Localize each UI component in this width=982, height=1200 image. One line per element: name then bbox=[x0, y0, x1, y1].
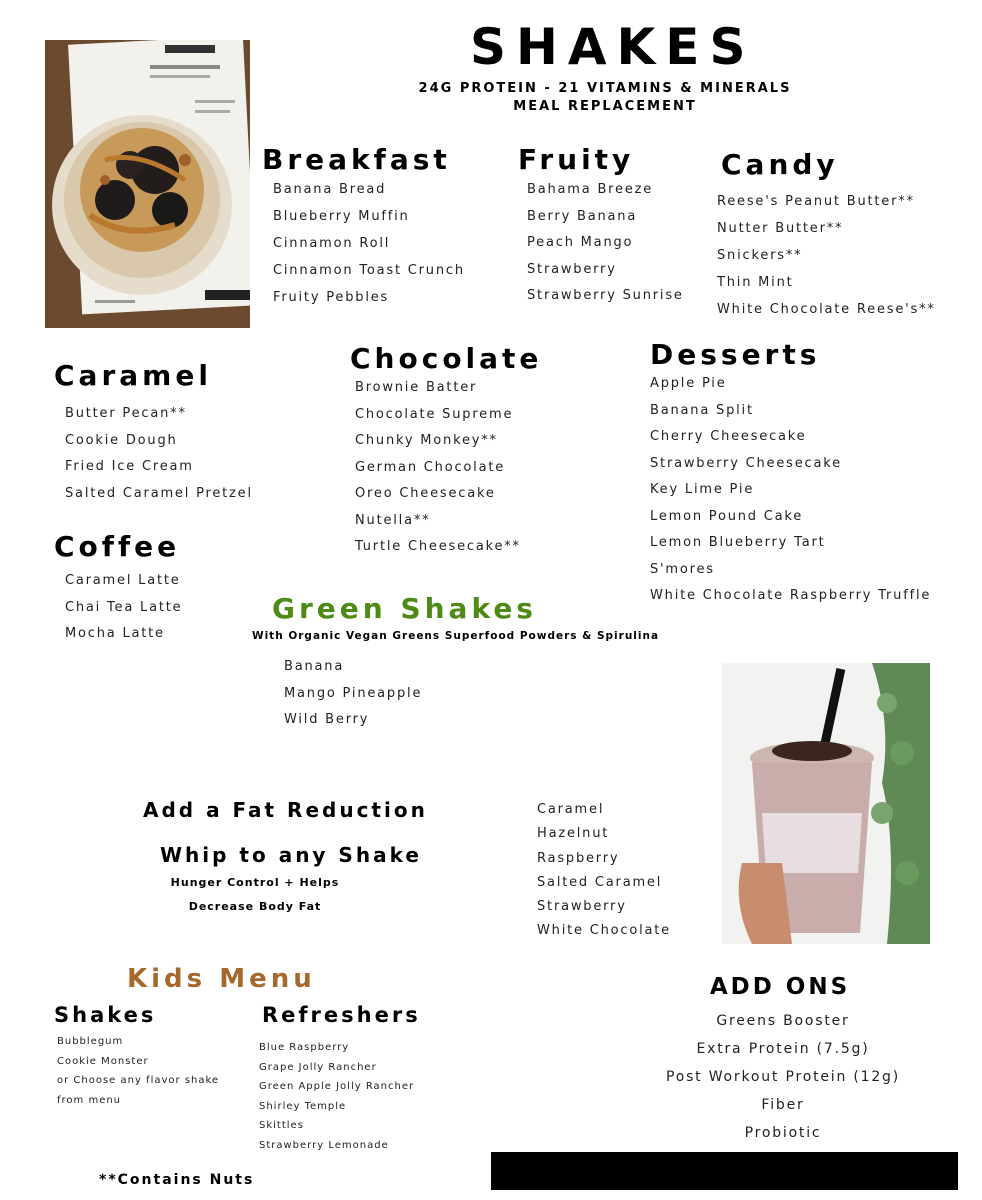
list-item: German Chocolate bbox=[355, 459, 506, 475]
list-item: Fiber bbox=[761, 1097, 805, 1113]
kids-refreshers-list bbox=[259, 1040, 414, 1158]
list-item: Banana Bread bbox=[273, 182, 387, 197]
list-item: Peach Mango bbox=[527, 235, 634, 250]
candy-heading: Candy bbox=[721, 148, 839, 181]
list-item: White Chocolate Raspberry Truffle bbox=[650, 588, 932, 603]
caramel-heading: Caramel bbox=[54, 359, 212, 392]
list-item: Banana Split bbox=[650, 402, 754, 418]
desserts-heading: Desserts bbox=[650, 338, 821, 371]
list-item: Fruity Pebbles bbox=[273, 290, 390, 305]
page-title: SHAKES bbox=[470, 18, 756, 76]
fat-whip-heading-line2: Whip to any Shake bbox=[160, 843, 422, 867]
green-shakes-subtitle: With Organic Vegan Greens Superfood Powders & Spirulina bbox=[252, 630, 660, 642]
kids-menu-heading: Kids Menu bbox=[127, 964, 316, 994]
list-item: Cookie Dough bbox=[65, 432, 178, 448]
list-item: Key Lime Pie bbox=[650, 482, 755, 497]
list-item: Mango Pineapple bbox=[284, 685, 423, 701]
list-item: Grape Jolly Rancher bbox=[259, 1061, 377, 1073]
list-item: Thin Mint bbox=[717, 275, 794, 290]
list-item: Blueberry Muffin bbox=[273, 209, 410, 224]
list-item: Snickers** bbox=[717, 248, 803, 263]
addons-heading: ADD ONS bbox=[709, 974, 851, 1000]
list-item: Skittles bbox=[259, 1120, 304, 1132]
fat-whip-desc-line2: Decrease Body Fat bbox=[188, 900, 322, 913]
fruity-list bbox=[527, 180, 684, 313]
footer-black-bar bbox=[491, 1152, 958, 1190]
shake-photo-top bbox=[45, 40, 250, 328]
kids-shakes-heading: Shakes bbox=[54, 1003, 157, 1027]
list-item: Probiotic bbox=[744, 1125, 822, 1141]
breakfast-heading: Breakfast bbox=[262, 143, 451, 176]
fat-whip-desc-line1: Hunger Control + Helps bbox=[170, 876, 340, 889]
fat-whip-heading-line1: Add a Fat Reduction bbox=[143, 798, 428, 822]
caramel-list bbox=[65, 404, 253, 510]
list-item: Bahama Breeze bbox=[527, 182, 654, 197]
list-item: Strawberry Lemonade bbox=[259, 1139, 389, 1151]
list-item: Oreo Cheesecake bbox=[355, 486, 496, 501]
list-item: Butter Pecan** bbox=[65, 406, 187, 421]
kids-shakes-list bbox=[57, 1034, 219, 1112]
list-item: Chunky Monkey** bbox=[355, 433, 498, 448]
list-item: Cinnamon Toast Crunch bbox=[273, 263, 465, 278]
list-item: Turtle Cheesecake** bbox=[355, 539, 521, 554]
list-item: Raspberry bbox=[537, 850, 620, 866]
contains-nuts-footnote: **Contains Nuts bbox=[99, 1172, 255, 1188]
list-item: or Choose any flavor shake bbox=[57, 1075, 220, 1087]
fruity-heading: Fruity bbox=[518, 143, 635, 176]
list-item: Wild Berry bbox=[284, 712, 370, 727]
list-item: Chai Tea Latte bbox=[65, 599, 183, 615]
list-item: Greens Booster bbox=[716, 1013, 850, 1029]
list-item: Lemon Blueberry Tart bbox=[650, 535, 826, 550]
list-item: Cherry Cheesecake bbox=[650, 429, 807, 444]
desserts-list bbox=[650, 374, 931, 613]
list-item: Fried Ice Cream bbox=[65, 459, 194, 474]
subtitle-protein: 24G PROTEIN - 21 VITAMINS & MINERALS bbox=[418, 81, 792, 96]
list-item: Hazelnut bbox=[537, 826, 610, 842]
list-item: S'mores bbox=[650, 561, 715, 577]
cookies-caramel-shake-image bbox=[45, 40, 250, 328]
breakfast-list bbox=[273, 180, 465, 315]
list-item: Extra Protein (7.5g) bbox=[696, 1041, 870, 1057]
list-item: from menu bbox=[57, 1094, 122, 1106]
list-item: Nutter Butter** bbox=[717, 221, 844, 236]
list-item: Lemon Pound Cake bbox=[650, 508, 804, 524]
list-item: Strawberry bbox=[537, 899, 627, 915]
list-item: Nutella** bbox=[355, 512, 431, 528]
green-shakes-heading: Green Shakes bbox=[272, 592, 537, 625]
list-item: Brownie Batter bbox=[355, 380, 478, 395]
candy-list bbox=[717, 192, 936, 327]
list-item: Cookie Monster bbox=[57, 1055, 149, 1067]
list-item: Mocha Latte bbox=[65, 626, 165, 641]
addons-list bbox=[640, 1011, 926, 1151]
shake-photo-bottom bbox=[722, 663, 930, 944]
chocolate-shake-image bbox=[722, 663, 930, 944]
list-item: Salted Caramel Pretzel bbox=[65, 485, 253, 501]
list-item: White Chocolate bbox=[537, 923, 671, 939]
green-shakes-list bbox=[284, 657, 422, 737]
whip-flavor-list bbox=[537, 801, 671, 947]
list-item: Salted Caramel bbox=[537, 874, 663, 890]
chocolate-list bbox=[355, 378, 521, 564]
list-item: Banana bbox=[284, 659, 345, 674]
coffee-heading: Coffee bbox=[54, 530, 181, 563]
list-item: White Chocolate Reese's** bbox=[717, 302, 936, 317]
list-item: Cinnamon Roll bbox=[273, 236, 391, 251]
list-item: Strawberry Sunrise bbox=[527, 288, 684, 303]
kids-refreshers-heading: Refreshers bbox=[262, 1003, 421, 1027]
list-item: Green Apple Jolly Rancher bbox=[259, 1081, 415, 1093]
list-item: Berry Banana bbox=[527, 208, 638, 224]
list-item: Shirley Temple bbox=[259, 1100, 347, 1112]
list-item: Caramel bbox=[537, 802, 605, 817]
list-item: Reese's Peanut Butter** bbox=[717, 194, 915, 209]
list-item: Strawberry Cheesecake bbox=[650, 455, 842, 471]
list-item: Chocolate Supreme bbox=[355, 406, 514, 422]
list-item: Bubblegum bbox=[57, 1036, 124, 1047]
list-item: Strawberry bbox=[527, 261, 617, 277]
list-item: Apple Pie bbox=[650, 376, 727, 391]
list-item: Caramel Latte bbox=[65, 573, 181, 588]
chocolate-heading: Chocolate bbox=[350, 342, 543, 375]
coffee-list bbox=[65, 571, 182, 651]
subtitle-meal-replacement: MEAL REPLACEMENT bbox=[513, 99, 697, 114]
list-item: Blue Raspberry bbox=[259, 1042, 350, 1053]
list-item: Post Workout Protein (12g) bbox=[665, 1069, 901, 1085]
